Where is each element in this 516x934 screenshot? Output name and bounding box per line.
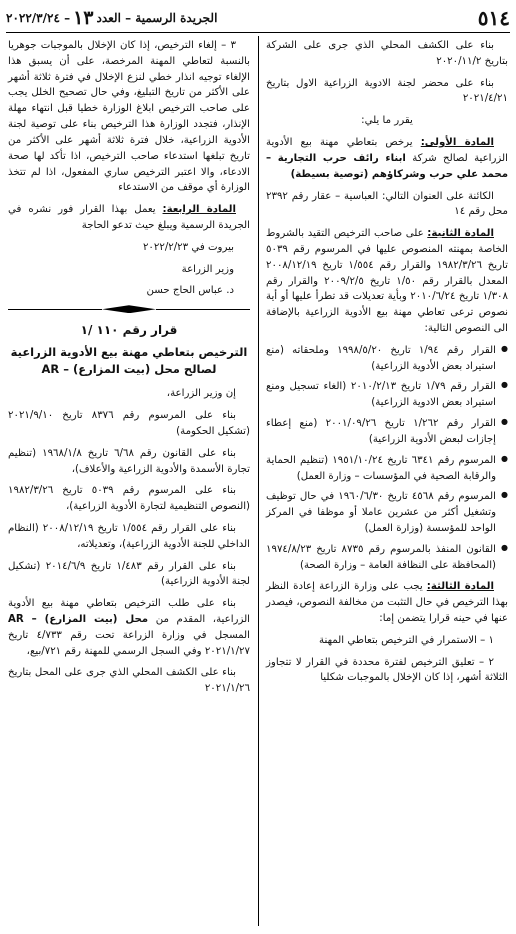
list-item: ● القرار رقم ١/٢٦٢ تاريخ ٢٠٠١/٠٩/٢٦ (منع إعطاء إجازات لبعض الأدوية الزراعية): [266, 416, 508, 448]
paragraph-text: بناء على طلب الترخيص بتعاطي مهنة بيع الأدوية الزراعية، المقدم من: [8, 598, 250, 626]
list-item: ● المرسوم رقم ٦٣٤١ تاريخ ١٩٥١/١٠/٢٤ (تنظيم الحماية والرقابة الصحية في المؤسسات – وزارة العمل): [266, 453, 508, 485]
article-2: [266, 226, 508, 337]
article-text: يجب على وزارة الزراعة إعادة النظر بهذا الترخيص في حال التثبت من مخالفة النصوص، فيصدر عنها في حينه قرارا يتضمن إما:: [266, 581, 508, 624]
paragraph: بناء على القرار رقم ١/٤٨٣ تاريخ ٢٠١٤/٦/٩ (تشكيل لجنة الأدوية الزراعية): [8, 560, 250, 588]
list-item: ● القرار رقم ١/٩٤ تاريخ ١٩٩٨/٥/٢٠ وملحقاته (منع استيراد بعض الأدوية الزراعية): [266, 343, 508, 375]
article-text: على صاحب الترخيص التقيد بالشروط الخاصة بمهنته المنصوص عليها في المرسوم رقم ٥٠٣٩ تاريخ ١٩٨٢/٣/٢٦ والقرار رقم ١/٥٥٤ تاريخ ٢٠٠٨/١٢/١٩ المعدل بالقرار رقم ١/٥٠ تاريخ ٢٠٠٩/٢/٥ والقرار رقم ١/٣٠٨ تاريخ ٢٠١٠/٦/٢٤ وبأية تعديلات قد تطرأ عليها أو أية نصوص ترعى تعاطي مهنة بيع الأدوية الزراعية بالإضافة الى النصوص التالية:: [266, 228, 508, 334]
article-4: [8, 202, 250, 234]
paragraph: بناء على الكشف المحلي الذي جرى على الشركة بتاريخ ٢٠٢٠/١١/٢: [266, 40, 508, 67]
regulations-list: [266, 343, 508, 574]
list-item: ● القرار رقم ١/٧٩ تاريخ ٢٠١٠/٢/١٣ (الغاء تسجيل ومنع استيراد بعض الادوية الزراعية): [266, 379, 508, 411]
article-3: [266, 579, 508, 626]
article-label: المادة الرابعة:: [162, 204, 236, 216]
paragraph: [8, 596, 250, 659]
divider-diamond: [102, 305, 156, 313]
decision-subtitle-line: لصالح محل (بيت المزارع) – AR: [41, 362, 217, 377]
left-column: [8, 38, 250, 926]
issue-number: ١٣: [73, 7, 94, 29]
article-1: [266, 135, 508, 182]
header-rule: [6, 32, 510, 33]
paragraph-text: المسجل في وزارة الزراعة تحت رقم ٤/٧٣٣ تاريخ ٢٠٢١/١/٢٧ وفي السجل الرسمي للمهنة رقم ٧٢١/بيع،: [8, 629, 250, 657]
paragraph: بناء على الكشف المحلي الذي جرى على المحل بتاريخ ٢٠٢١/١/٢٦: [8, 667, 250, 695]
divider-line: [156, 309, 250, 310]
signature-place-date: بيروت في ٢٠٢٢/٢/٢٣: [142, 241, 234, 253]
decides-line: يقرر ما يلي:: [361, 115, 413, 127]
gazette-title: الجريدة الرسمية – العدد: [96, 11, 218, 25]
page-number: ٥١٤: [477, 6, 510, 30]
column-divider: [258, 36, 259, 926]
clause-1: ١ – الاستمرار في الترخيص بتعاطي المهنة: [319, 634, 494, 646]
divider-line: [8, 309, 102, 310]
article-label: المادة الأولى:: [420, 137, 494, 149]
clause-2: ٢ – تعليق الترخيص لفترة محددة في القرار لا تتجاوز الثلاثة أشهر، إذا كان الإخلال بالموجبات شكليا: [266, 656, 508, 684]
right-column: [266, 38, 508, 926]
minister-line: إن وزير الزراعة،: [166, 388, 236, 400]
licensee-name: ابناء رائف حرب التجارية – محمد علي حرب وشركاؤهم (توصية بسيطة): [266, 152, 508, 180]
section-divider: [8, 305, 250, 313]
article-label: المادة الثانية:: [427, 228, 494, 240]
page-header: [6, 6, 510, 30]
clause-3: ٣ – إلغاء الترخيص، إذا كان الإخلال بالموجبات جوهريا بالنسبة لتعاطي المهنة المرخصة، على أن يسبق هذا الإلغاء توجيه انذار خطي لنزع الإخلال في فترة ثلاثة أشهر على الأكثر من تاريخ التبليغ، وفي حال تصحيح الخلل يجب على صاحب الترخيص ابلاغ الوزارة خطيا قبل انتهاء مهلة الإنذار، فتجدد الوزارة هذا الترخيص بناء على توصية لجنة الأدوية الزراعية، خلال فترة ثلاثة أشهر على الأكثر من تاريخ تبلغها استدعاء صاحب الترخيص، اذا تأكد لها صحة الادعاء، والا اعتبر الترخيص ساري المفعول، اذا لم تتخذ الوزارة أي موقف من الاستدعاء: [8, 40, 250, 194]
signature-title: وزير الزراعة: [181, 263, 234, 275]
decision-subtitle: [8, 344, 250, 379]
paragraph: بناء على القانون رقم ٦/٦٨ تاريخ ١٩٦٨/١/٨ (تنظيم تجارة الأسمدة والأدوية الزراعية والأعلاف)،: [8, 447, 250, 475]
paragraph: بناء على القرار رقم ١/٥٥٤ تاريخ ٢٠٠٨/١٢/١٩ (النظام الداخلي للجنة الأدوية الزراعية)، وتعديلاته،: [8, 522, 250, 550]
list-item: ● القانون المنفذ بالمرسوم رقم ٨٧٣٥ تاريخ ١٩٧٤/٨/٢٣ (المحافظة على النظافة العامة – وزارة الصحة): [266, 542, 508, 574]
decision-title: قرار رقم ١١٠ /١: [80, 323, 178, 338]
issue-date: – ٢٠٢٢/٣/٢٤: [6, 11, 71, 25]
paragraph: بناء على محضر لجنة الادوية الزراعية الاول بتاريخ ٢٠٢١/٤/٢١: [266, 77, 508, 105]
list-item: ● المرسوم رقم ٤٥٦٨ تاريخ ١٩٦٠/٦/٣٠ في حال توظيف وتشغيل أكثر من عشرين عاملا أو موظفا في المركز الواحد للمؤسسة (وزارة العمل): [266, 489, 508, 536]
decision-subtitle-line: الترخيص بتعاطي مهنة بيع الأدوية الزراعية: [10, 344, 248, 359]
licensee-name: محل (بيت المزارع) – AR: [8, 614, 149, 626]
address-line: الكائنة على العنوان التالي: العباسية – عقار رقم ٢٣٩٢ محل رقم ١٤: [266, 190, 508, 218]
article-label: المادة الثالثة:: [426, 581, 494, 593]
article-text: يرخص بتعاطي مهنة بيع الأدوية الزراعية لصالح شركة: [266, 137, 508, 164]
paragraph: بناء على المرسوم رقم ٥٠٣٩ تاريخ ١٩٨٢/٣/٢٦ (النصوص التنظيمية لتجارة الأدوية الزراعية)،: [8, 485, 250, 513]
signature-name: د. عباس الحاج حسن: [146, 285, 234, 297]
header-title-group: [6, 7, 217, 29]
article-text: يعمل بهذا القرار فور نشره في الجريدة الرسمية ويبلغ حيث تدعو الحاجة: [8, 204, 250, 231]
paragraph: بناء على المرسوم رقم ٨٣٧٦ تاريخ ٢٠٢١/٩/١٠ (تشكيل الحكومة): [8, 410, 250, 437]
